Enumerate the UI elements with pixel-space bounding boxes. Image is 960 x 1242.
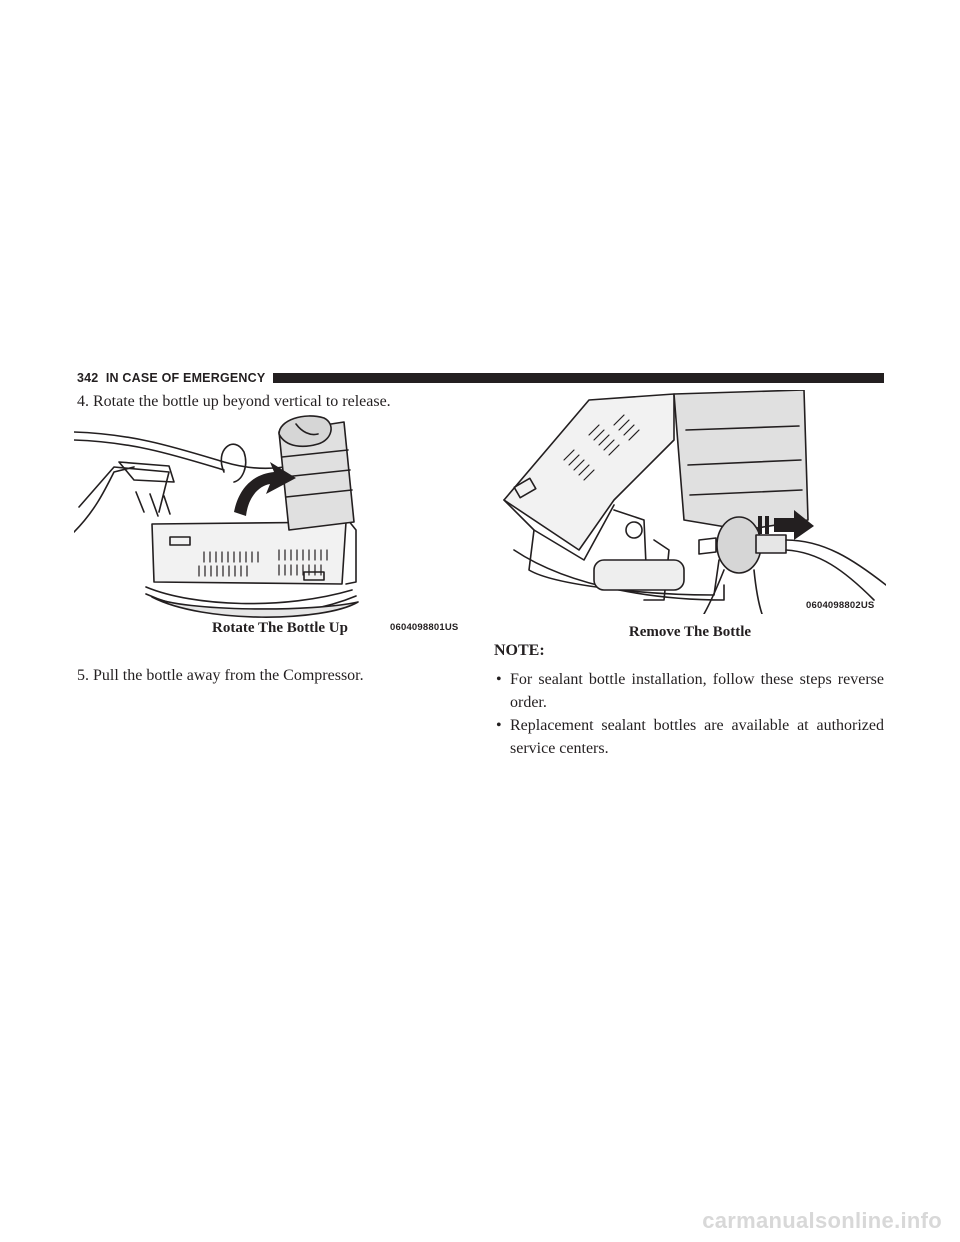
figure-remove-bottle <box>494 390 886 614</box>
header-text <box>77 370 265 386</box>
note-title: NOTE: <box>494 642 545 659</box>
step-5-text: 5. Pull the bottle away from the Compressor. <box>77 667 364 684</box>
bullet-dot: • <box>496 671 502 688</box>
rotate-bottle-illustration <box>74 412 474 632</box>
figure-id-left: 0604098801US <box>390 622 459 633</box>
page-number: 342 <box>77 371 99 385</box>
caption-right: Remove The Bottle <box>628 624 752 640</box>
remove-bottle-illustration <box>494 390 886 614</box>
page-header <box>77 370 884 386</box>
section-title: IN CASE OF EMERGENCY <box>105 371 266 385</box>
note-bullet <box>496 714 884 760</box>
figure-rotate-bottle <box>74 412 474 632</box>
note-bullet <box>496 668 884 714</box>
note-bullet-text: For sealant bottle installation, follow these steps reverse order. <box>510 671 884 711</box>
figure-id-right: 0604098802US <box>806 600 875 611</box>
header-rule <box>273 373 884 383</box>
note-bullet-text: Replacement sealant bottles are available at authorized service centers. <box>510 717 884 757</box>
step-4-text: 4. Rotate the bottle up beyond vertical to release. <box>77 393 391 410</box>
bullet-dot: • <box>496 717 502 734</box>
watermark-logo: carmanualsonline.info <box>702 1208 942 1233</box>
caption-left: Rotate The Bottle Up <box>212 620 348 636</box>
